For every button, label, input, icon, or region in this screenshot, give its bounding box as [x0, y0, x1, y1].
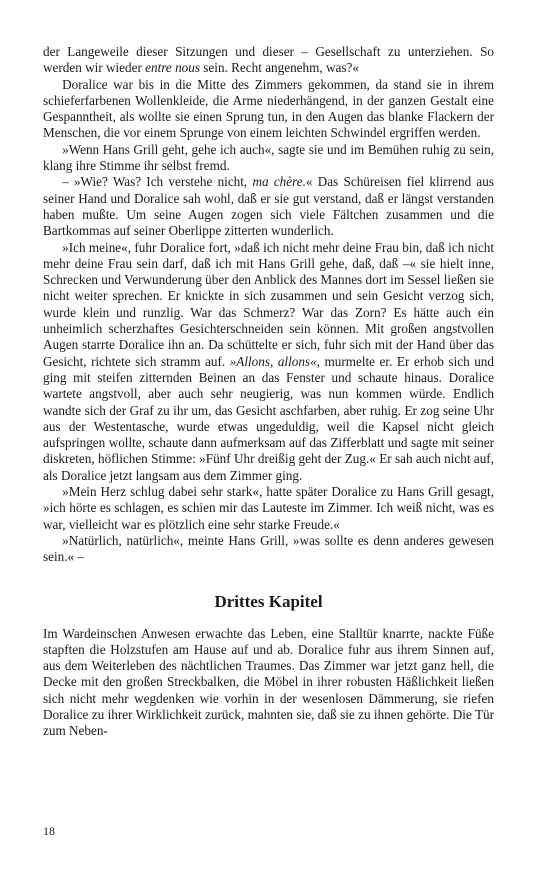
paragraph [43, 174, 494, 239]
main-text [43, 44, 494, 566]
paragraph [43, 77, 494, 142]
chapter-text [43, 626, 494, 740]
paragraph [43, 533, 494, 566]
text-segment: Doralice war bis in die Mitte des Zimmers gekommen, da stand sie in ihrem schieferfarbenen Wollenkleide, die Arme niederhängend, in der ganzen Gestalt eine Gespanntheit, als wollte sie einen Sprung tun, in den Augen das blanke Flackern der Menschen, die vor einem Sprunge von einem leichten Schwindel ergriffen werden. [43, 76, 494, 141]
paragraph [43, 484, 494, 533]
text-segment: Im Wardeinschen Anwesen erwachte das Leben, eine Stalltür knarrte, nackte Füße stapften die Holzstufen am Hause auf und ab. Doralice fuhr aus ihrem Sinnen auf, aus dem Weiterleben des nächtlichen Traumes. Das Zimmer war jetzt ganz hell, die Decke mit den großen Streckbalken, die Möbel in ihrer robusten Häßlichkeit ließen sich nicht mehr wegdenken wie vorhin in der wesenlosen Dämmerung, sie riefen Doralice zu ihrer Wirklichkeit zurück, mahnten sie, daß sie zu ihnen gehörte. Die Tür zum Neben- [43, 625, 494, 739]
page-number: 18 [43, 824, 55, 838]
text-segment: – »Wie? Was? Ich verstehe nicht, [62, 174, 253, 190]
page-body [43, 44, 494, 740]
text-segment: »Mein Herz schlug dabei sehr stark«, hatte später Doralice zu Hans Grill gesagt, »ich hörte es schlagen, es schien mir das Lauteste im Zimmer. Ich weiß nicht, was es war, vielleicht war es plötzlich eine sehr starke Freude.« [43, 484, 494, 532]
text-segment: »Wenn Hans Grill geht, gehe ich auch«, sagte sie und im Bemühen ruhig zu sein, klang ihre Stimme ihr selbst fremd. [43, 141, 494, 174]
text-segment: sein. Recht angenehm, was?« [200, 60, 359, 76]
paragraph [43, 240, 494, 484]
chapter-title: Drittes Kapitel [214, 591, 323, 611]
text-segment: , murmelte er. Er erhob sich und ging mit steifen zitternden Beinen an das Fenster und schaute hinaus. Doralice wartete angstvoll, aber auch sehr neugierig, was nun kommen würde. Endlich wandte sich der Graf zu ihr um, das Gesicht aschfarben, aber ruhig. Er zog seine Uhr aus der Westentasche, wurde etwas ungeduldig, weil die Kapsel nicht gleich aufspringen wollte, schaute dann aufmerksam auf das Zifferblatt und sagte mit seiner diskreten, höflichen Stimme: »Fünf Uhr dreißig geht der Zug.« Er sah auch nicht auf, als Doralice jetzt langsam aus dem Zimmer ging. [43, 353, 494, 483]
italic-text: »Allons, allons« [229, 353, 317, 369]
paragraph [43, 44, 494, 77]
paragraph [43, 626, 494, 740]
paragraph [43, 142, 494, 175]
text-segment: « Das Schüreisen fiel klirrend aus seiner Hand und Doralice sah wohl, daß er sie gut verstand, daß er längst verstanden haben mußte. Um seine Augen zogen sich viele Fältchen zusammen und die Bartkommas auf seiner Oberlippe zitterten wunderlich. [43, 174, 494, 239]
italic-text: entre nous [145, 60, 200, 76]
text-segment: »Ich meine«, fuhr Doralice fort, »daß ich nicht mehr deine Frau bin, daß ich nicht mehr deine Frau sein darf, daß ich mit Hans Grill gehe, daß, daß –« sie hielt inne, Schrecken und Verwunderung über den Anblick des Mannes dort im Sessel ließen sie nicht weiter sprechen. Er knickte in sich zusammen und sein Gesicht verzog sich, wurde klein und runzlig. War das Schmerz? War das Zorn? Es hätte auch ein unheimlich scherzhaftes Gesichterschneiden sein können. Mit großen angstvollen Augen starrte Doralice ihn an. Da schüttelte er sich, fuhr sich mit der Hand über das Gesicht, richtete sich stramm auf. [43, 239, 494, 369]
text-segment: »Natürlich, natürlich«, meinte Hans Grill, »was sollte es denn anderes gewesen sein.« – [43, 532, 494, 565]
italic-text: ma chère. [252, 174, 306, 190]
text-segment: der Langeweile dieser Sitzungen und dieser – Gesellschaft zu unterziehen. So werden wir wieder [43, 44, 494, 76]
